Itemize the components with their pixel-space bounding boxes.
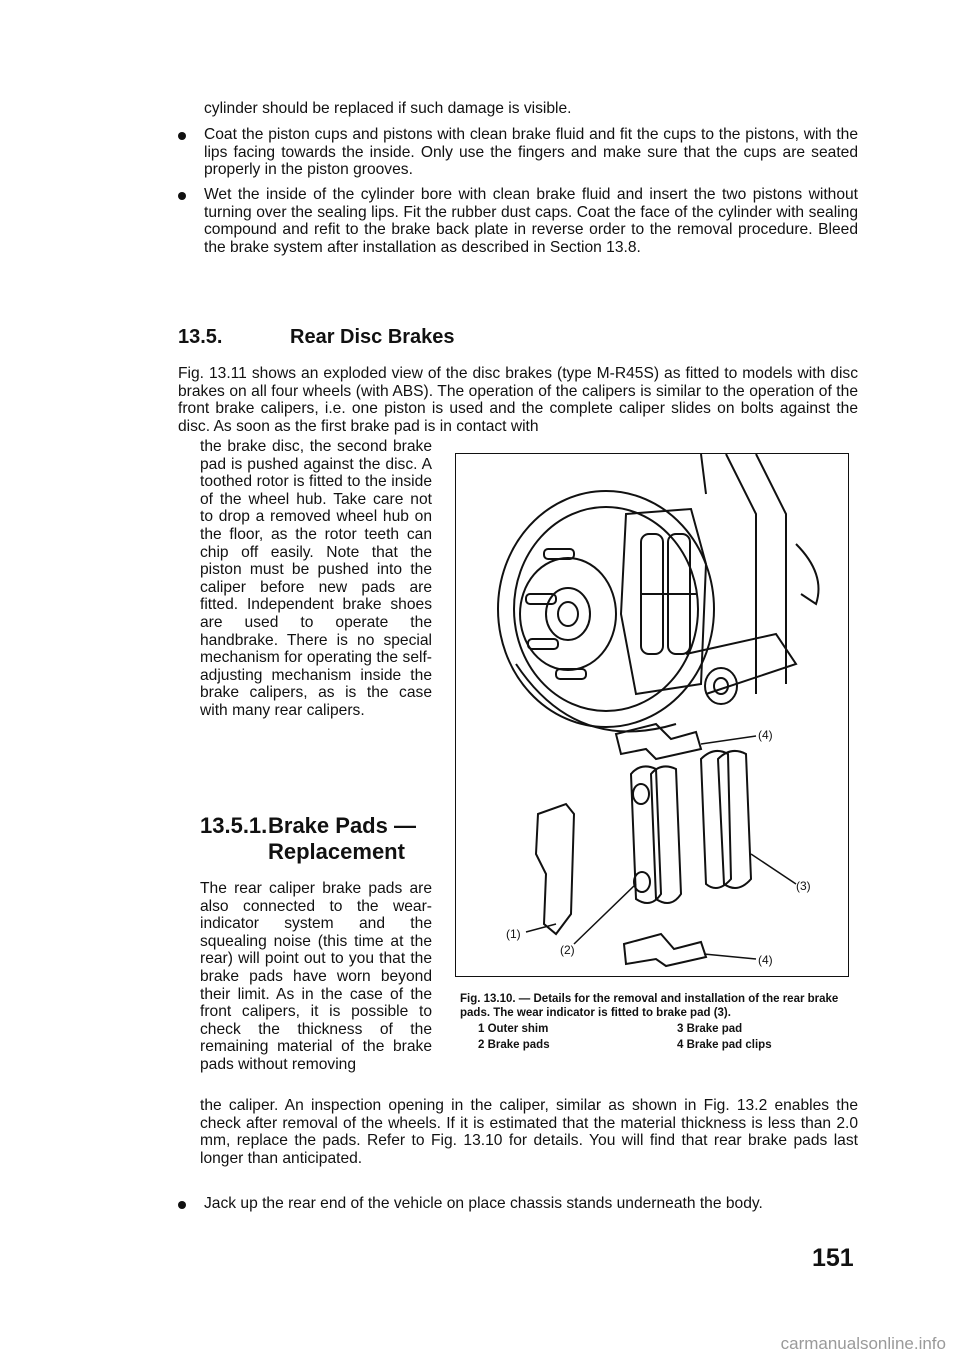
intro-text: cylinder should be replaced if such damage is visible.: [204, 100, 572, 117]
legend-item: 1 Outer shim: [478, 1023, 549, 1035]
bullet-item: [178, 186, 858, 256]
callout-3: (3): [796, 879, 811, 893]
bullet-dot-icon: [178, 132, 186, 140]
callout-4-bottom: (4): [758, 953, 773, 967]
callout-1: (1): [506, 927, 521, 941]
legend-item: 2 Brake pads: [478, 1039, 550, 1051]
bullet-item: [178, 1195, 858, 1213]
brake-assembly-drawing: [456, 454, 847, 975]
section-title: Rear Disc Brakes: [290, 326, 455, 348]
subsection-title-line1: Brake Pads —: [268, 813, 416, 838]
pad-clip-bottom: [624, 934, 706, 966]
continuation-paragraph: the caliper. An inspection opening in the caliper, similar as shown in Fig. 13.2 enables the check after removal of the wheels. If it is estimated that the material thickness is less than 2.0 mm, replace the pads. Refer to Fig. 13.10 for details. You will find that rear brake pads last longer than anticipated.: [200, 1097, 858, 1167]
page-number: 151: [812, 1244, 854, 1272]
subsection-title-line2: Replacement: [268, 839, 405, 864]
legend-item: 3 Brake pad: [677, 1023, 743, 1035]
watermark-text: carmanualsonline.info: [780, 1334, 946, 1353]
figure-illustration: [455, 453, 849, 977]
brake-disc-outline: [498, 491, 714, 727]
bullet-text: Jack up the rear end of the vehicle on place chassis stands underneath the body.: [204, 1195, 763, 1212]
bullet-dot-icon: [178, 192, 186, 200]
wheel-hub-outline: [520, 558, 616, 670]
left-column-paragraph: the brake disc, the second brake pad is pushed against the disc. A toothed rotor is fitted to the inside of the wheel hub. Take care not to drop a removed wheel hub on the floor, as the rotor teeth can chip off easily. Note that the piston must be pushed into the caliper before new pads are fitted. Independent brake shoes are used to operate the handbrake. There is no special mechanism for operating the self-adjusting mechanism inside the brake calipers, as is the case with many rear calipers.: [200, 438, 432, 719]
figure-caption: Fig. 13.10. — Details for the removal and installation of the rear brake pads. The wear indicator is fitted to brake pad (3).: [460, 993, 839, 1019]
outer-shim: [536, 804, 574, 934]
bullet-dot-icon: [178, 1201, 186, 1209]
bullet-text: Coat the piston cups and pistons with clean brake fluid and fit the cups to the pistons, with the lips facing towards the inside. Only use the fingers and make sure that the cups are seated properly in the piston grooves.: [204, 126, 858, 179]
subsection-paragraph: The rear caliper brake pads are also connected to the wear-indicator system and the squealing noise (this time at the rear) will point out to you that the brake pads have worn beyond their limit. As in the case of the front calipers, it is possible to check the thickness of the remaining material of the brake pads without removing: [200, 880, 432, 1073]
callout-4-top: (4): [758, 728, 773, 742]
bullet-item: [178, 126, 858, 179]
section-number: 13.5.: [178, 326, 223, 348]
bullet-text: Wet the inside of the cylinder bore with clean brake fluid and insert the two pistons without turning over the sealing lips. Fit the rubber dust caps. Coat the face of the cylinder with sealing compound and refit to the brake back plate in reverse order to the removal procedure. Bleed the brake system after installation as described in Section 13.8.: [204, 186, 858, 256]
brake-pad-outer: [701, 751, 731, 888]
subsection-number: 13.5.1.: [200, 813, 268, 838]
strut-line: [726, 454, 756, 694]
legend-item: 4 Brake pad clips: [677, 1039, 772, 1051]
section-paragraph: Fig. 13.11 shows an exploded view of the disc brakes (type M-R45S) as fitted to models with disc brakes on all four wheels (with ABS). The operation of the calipers is similar to the operation of the front brake calipers, i.e. one piston is used and the complete caliper slides on bolts against the disc. As soon as the first brake pad is in contact with: [178, 365, 858, 435]
callout-2: (2): [560, 943, 575, 957]
